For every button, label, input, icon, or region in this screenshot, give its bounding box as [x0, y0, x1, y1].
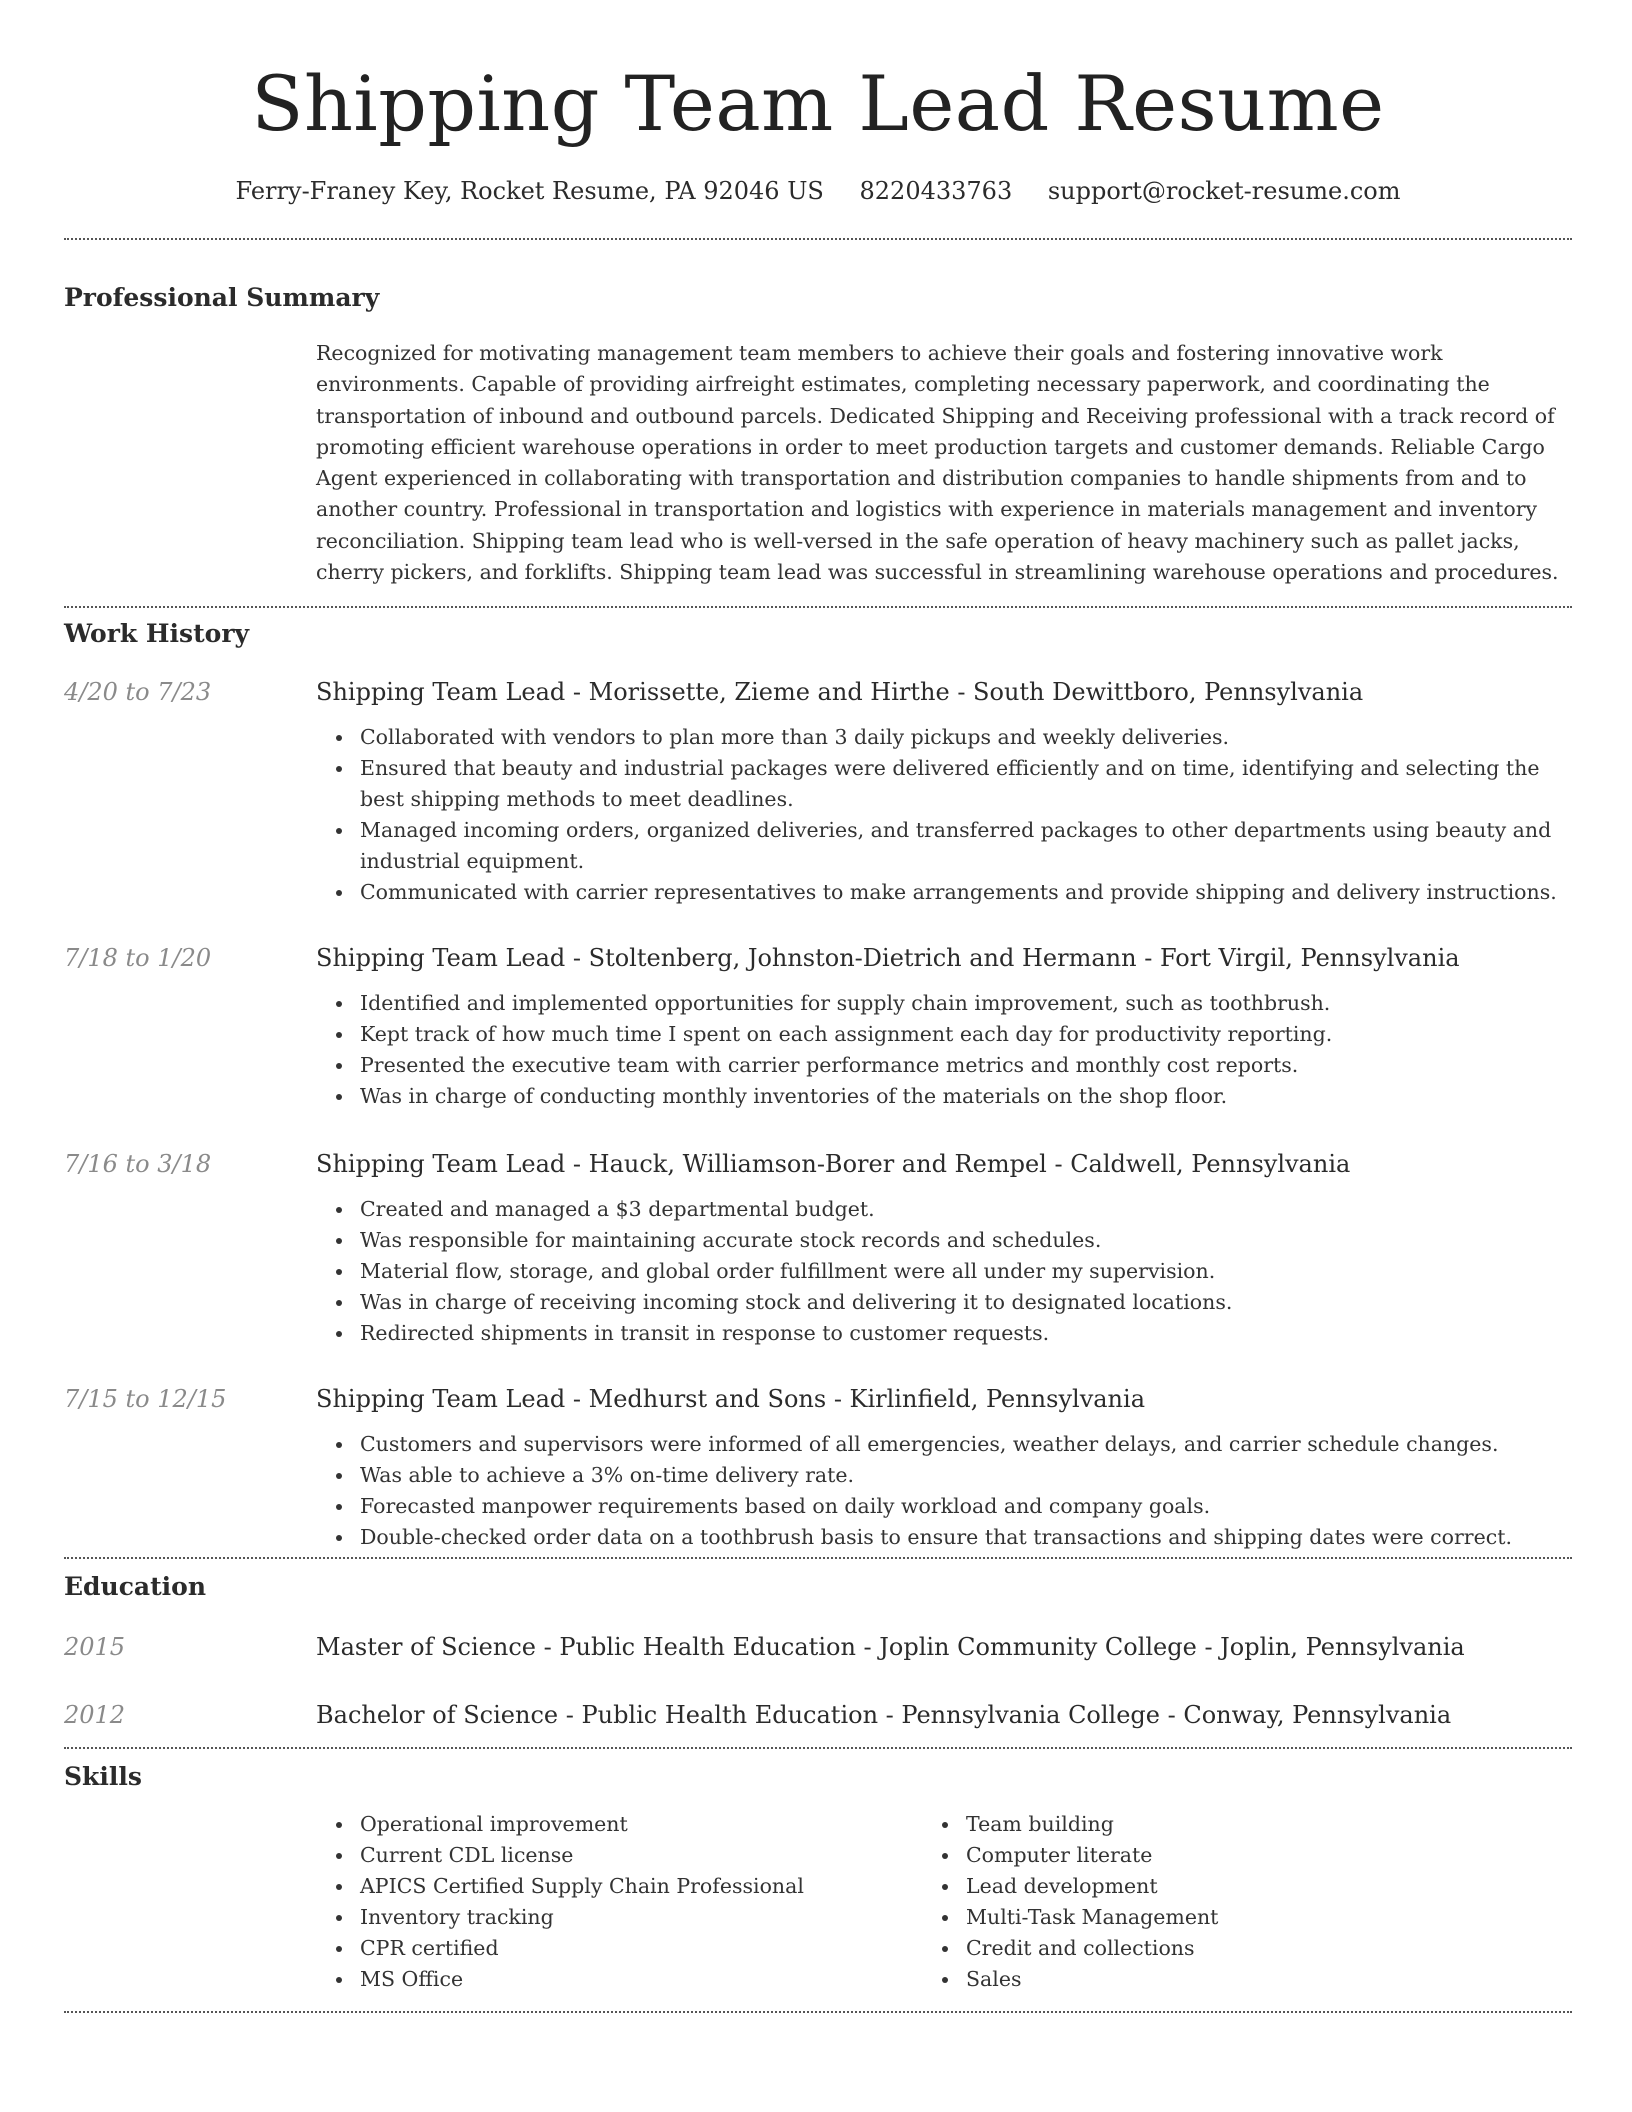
list-item: Was able to achieve a 3% on-time delivery rate. — [360, 1460, 1572, 1491]
list-item: Material flow, storage, and global order fulfillment were all under my supervision. — [360, 1256, 1572, 1287]
education-heading: Education — [64, 1572, 207, 1602]
list-item: Identified and implemented opportunities for supply chain improvement, such as toothbrush. — [360, 988, 1572, 1019]
work-history-heading: Work History — [64, 619, 250, 649]
job-dates: 7/18 to 1/20 — [64, 944, 212, 973]
skill-item: Computer literate — [966, 1840, 1572, 1871]
list-item: Managed incoming orders, organized deliveries, and transferred packages to other departments using beauty and industrial equipment. — [360, 815, 1572, 877]
list-item: Forecasted manpower requirements based on daily workload and company goals. — [360, 1491, 1572, 1522]
skills-list — [64, 1809, 1572, 2005]
divider — [64, 1747, 1572, 1749]
list-item: Double-checked order data on a toothbrush basis to ensure that transactions and shipping dates were correct. — [360, 1522, 1572, 1553]
skill-item: APICS Certified Supply Chain Professional — [360, 1871, 966, 1902]
list-item: Was responsible for maintaining accurate stock records and schedules. — [360, 1225, 1572, 1256]
job-title: Shipping Team Lead - Hauck, Williamson-Borer and Rempel - Caldwell, Pennsylvania — [316, 1150, 1351, 1179]
job-bullets — [64, 722, 1572, 908]
list-item: Redirected shipments in transit in response to customer requests. — [360, 1318, 1572, 1349]
list-item: Communicated with carrier representatives to make arrangements and provide shipping and delivery instructions. — [360, 877, 1572, 908]
job-entry — [64, 1148, 1572, 1349]
list-item: Was in charge of receiving incoming stock and delivering it to designated locations. — [360, 1287, 1572, 1318]
job-entry — [64, 676, 1572, 908]
job-bullets — [64, 1194, 1572, 1349]
summary-section — [64, 240, 1572, 594]
skills-heading: Skills — [64, 1762, 142, 1792]
skill-item: Operational improvement — [360, 1809, 966, 1840]
education-year: 2015 — [64, 1633, 126, 1662]
skill-item: Credit and collections — [966, 1933, 1572, 1964]
skill-item: CPR certified — [360, 1933, 966, 1964]
skills-section — [64, 1761, 1572, 2005]
resume-page — [64, 0, 1572, 2013]
education-year: 2012 — [64, 1701, 126, 1730]
divider — [64, 1557, 1572, 1559]
education-entry — [64, 1699, 1572, 1739]
summary-heading: Professional Summary — [64, 283, 380, 312]
summary-text: Recognized for motivating management team members to achieve their goals and fostering innovative work environments. Capable of providing airfreight estimates, completing necessary paperwork, and coordinating the transportation of inbound and outbound parcels. Dedicated Shipping and Receiving professional with a track record of promoting efficient warehouse operations in order to meet production targets and customer demands. Reliable Cargo Agent experienced in collaborating with transportation and distribution companies to handle shipments from and to another country. Professional in transportation and logistics with experience in materials management and inventory reconciliation. Shipping team lead who is well-versed in the safe operation of heavy machinery such as pallet jacks, cherry pickers, and forklifts. Shipping team lead was successful in streamlining warehouse operations and procedures. — [316, 341, 1559, 585]
education-degree: Master of Science - Public Health Education - Joplin Community College - Joplin, Pennsylvania — [316, 1633, 1465, 1662]
skill-item: Current CDL license — [360, 1840, 966, 1871]
list-item: Presented the executive team with carrier performance metrics and monthly cost reports. — [360, 1050, 1572, 1081]
divider — [64, 606, 1572, 608]
skills-column-right — [966, 1809, 1572, 1995]
job-title: Shipping Team Lead - Morissette, Zieme and Hirthe - South Dewittboro, Pennsylvania — [316, 678, 1364, 707]
job-dates: 7/16 to 3/18 — [64, 1150, 212, 1179]
skills-column-left — [360, 1809, 966, 1995]
work-history-section — [64, 618, 1572, 1553]
job-dates: 4/20 to 7/23 — [64, 678, 212, 707]
job-title: Shipping Team Lead - Stoltenberg, Johnston-Dietrich and Hermann - Fort Virgil, Pennsylvania — [316, 944, 1460, 973]
skill-item: Lead development — [966, 1871, 1572, 1902]
job-dates: 7/15 to 12/15 — [64, 1385, 227, 1414]
education-degree: Bachelor of Science - Public Health Education - Pennsylvania College - Conway, Pennsylvania — [316, 1701, 1452, 1730]
skill-item: MS Office — [360, 1964, 966, 1995]
skill-item: Multi-Task Management — [966, 1902, 1572, 1933]
page-title: Shipping Team Lead Resume — [251, 59, 1385, 148]
contact-address: Ferry-Franey Key, Rocket Resume, PA 92046 US — [235, 177, 824, 205]
divider — [64, 2011, 1572, 2013]
education-entry — [64, 1631, 1572, 1663]
list-item: Kept track of how much time I spent on each assignment each day for productivity reporting. — [360, 1019, 1572, 1050]
job-entry — [64, 1383, 1572, 1553]
list-item: Ensured that beauty and industrial packages were delivered efficiently and on time, identifying and selecting the best shipping methods to meet deadlines. — [360, 753, 1572, 815]
skill-item: Inventory tracking — [360, 1902, 966, 1933]
list-item: Created and managed a $3 departmental budget. — [360, 1194, 1572, 1225]
list-item: Was in charge of conducting monthly inventories of the materials on the shop floor. — [360, 1081, 1572, 1112]
job-entry — [64, 942, 1572, 1112]
job-title: Shipping Team Lead - Medhurst and Sons - Kirlinfield, Pennsylvania — [316, 1385, 1145, 1414]
contact-line — [64, 176, 1572, 206]
education-section — [64, 1571, 1572, 1739]
job-bullets — [64, 988, 1572, 1112]
list-item: Customers and supervisors were informed of all emergencies, weather delays, and carrier schedule changes. — [360, 1429, 1572, 1460]
list-item: Collaborated with vendors to plan more than 3 daily pickups and weekly deliveries. — [360, 722, 1572, 753]
skill-item: Sales — [966, 1964, 1572, 1995]
contact-phone: 8220433763 — [859, 177, 1013, 205]
contact-email: support@rocket-resume.com — [1047, 177, 1401, 205]
skill-item: Team building — [966, 1809, 1572, 1840]
job-bullets — [64, 1429, 1572, 1553]
